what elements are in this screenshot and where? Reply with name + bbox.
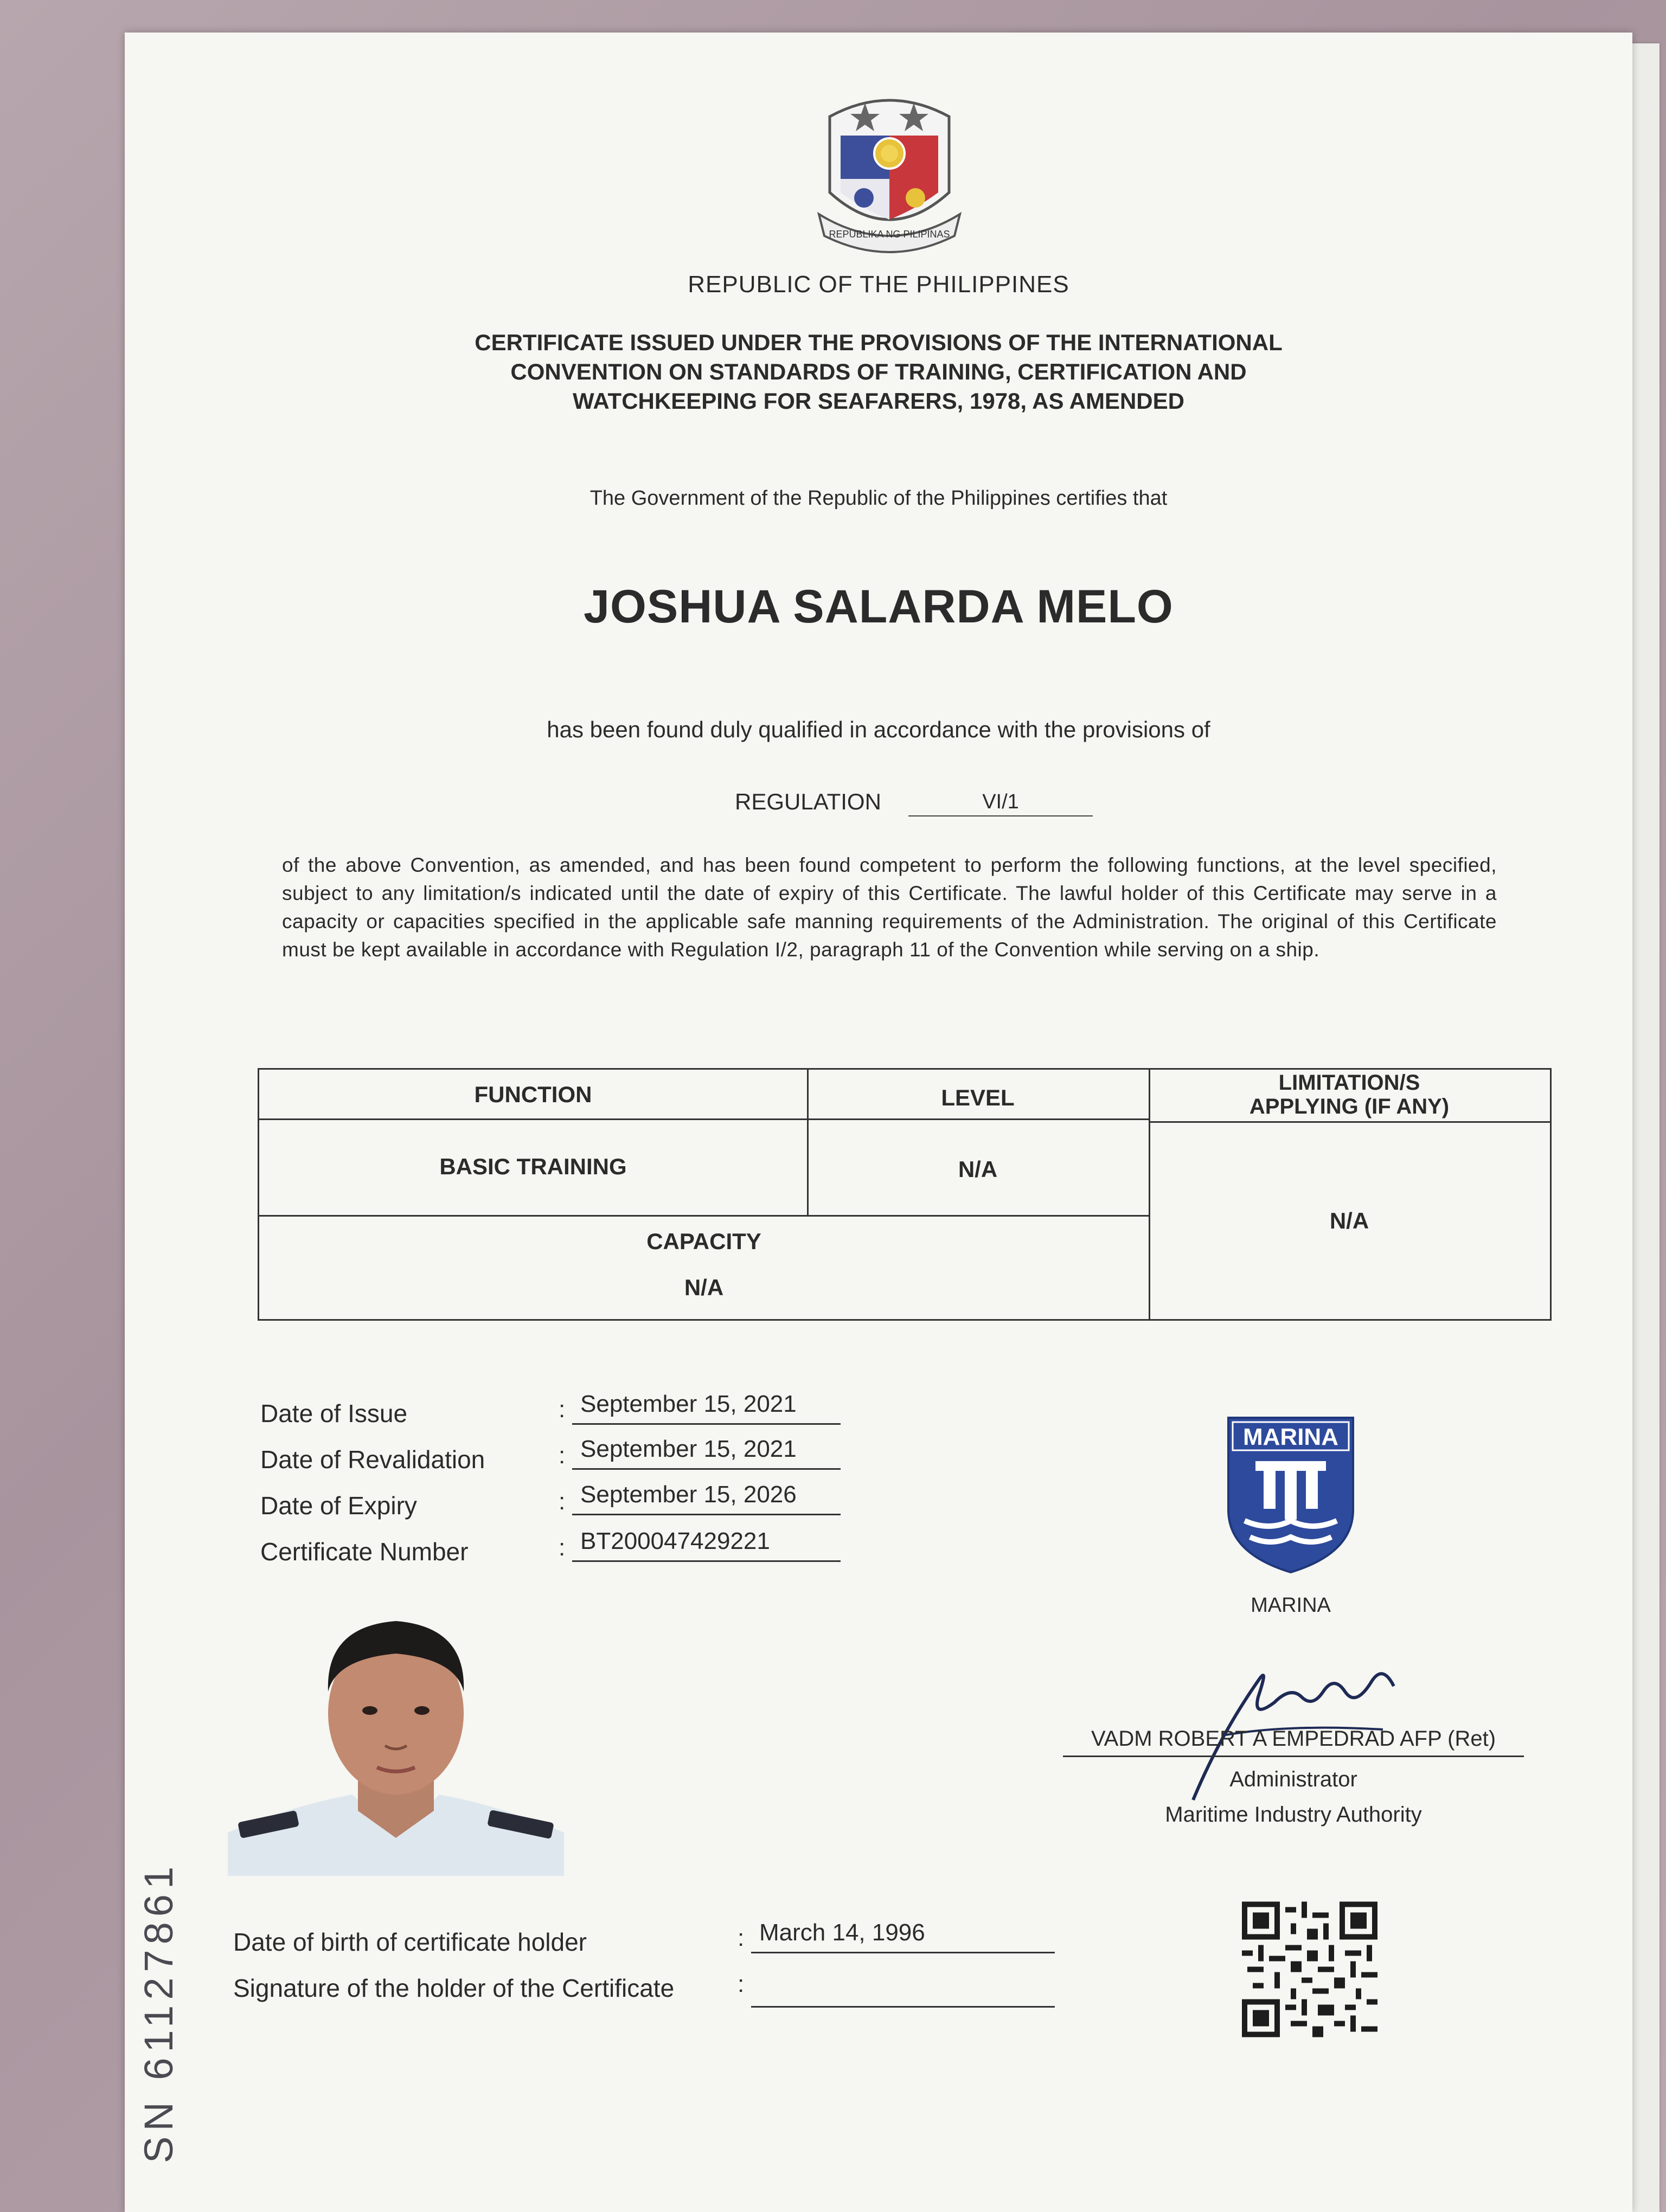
colon: : [738, 1925, 745, 1951]
dob-label: Date of birth of certificate holder [233, 1928, 587, 1956]
limitation-header-line: APPLYING (IF ANY) [1249, 1095, 1450, 1118]
regulation-label: REGULATION [735, 789, 881, 814]
convention-line: WATCHKEEPING FOR SEAFARERS, 1978, AS AMENDED [573, 388, 1184, 414]
function-header: FUNCTION [474, 1082, 592, 1107]
certifies-statement: The Government of the Republic of the Philippines certifies that [589, 487, 1168, 510]
holder-signature-label: Signature of the holder of the Certificate [233, 1974, 675, 2002]
svg-text:REPUBLIKA NG PILIPINAS: REPUBLIKA NG PILIPINAS [829, 229, 950, 240]
colon: : [559, 1488, 566, 1515]
expiry-label: Date of Expiry [260, 1491, 417, 1520]
level-value: N/A [958, 1156, 998, 1182]
function-value: BASIC TRAINING [439, 1154, 627, 1179]
signatory-name: VADM ROBERT A EMPEDRAD AFP (Ret) [1063, 1727, 1524, 1757]
colon: : [559, 1442, 566, 1469]
colon: : [559, 1396, 566, 1423]
convention-paragraph: of the above Convention, as amended, and has been found competent to perform the following functions, at the level specified, subject to any limitation/s indicated until the date of expiry of this Certificate. The lawful holder of this Certificate may serve in a capacity or capacities specified in the applicable safe manning requirements of the Administration. The original of this Certificate must be kept available in accordance with Regulation I/2, paragraph 11 of the Convention while serving on a ship. [282, 854, 1497, 961]
level-header: LEVEL [941, 1085, 1015, 1110]
holder-name: JOSHUA SALARDA MELO [584, 581, 1174, 633]
capacity-value: N/A [684, 1275, 724, 1300]
convention-line: CERTIFICATE ISSUED UNDER THE PROVISIONS OF THE INTERNATIONAL [475, 330, 1283, 355]
function-table [258, 1068, 1552, 1321]
convention-heading [125, 328, 1632, 416]
serial-number: SN 61127861 [136, 1861, 181, 2163]
convention-line: CONVENTION ON STANDARDS OF TRAINING, CERTIFICATION AND [510, 359, 1247, 384]
qualified-statement: has been found duly qualified in accordance with the provisions of [547, 717, 1210, 742]
marina-logo-icon [1223, 1412, 1359, 1575]
limitation-value: N/A [1329, 1208, 1369, 1233]
revalidation-value: September 15, 2021 [572, 1436, 841, 1470]
signatory-title: Administrator [1229, 1767, 1357, 1791]
holder-photo [228, 1583, 564, 1876]
expiry-value: September 15, 2026 [572, 1481, 841, 1515]
capacity-header: CAPACITY [646, 1229, 761, 1254]
colon: : [738, 1971, 745, 1997]
marina-caption: MARINA [1251, 1594, 1331, 1617]
coat-of-arms-icon [808, 84, 971, 263]
certificate-number-value: BT200047429221 [572, 1528, 841, 1562]
issue-label: Date of Issue [260, 1399, 408, 1427]
colon: : [559, 1534, 566, 1561]
issue-value: September 15, 2021 [572, 1391, 841, 1425]
limitation-header [1149, 1071, 1550, 1118]
issuing-organization: Maritime Industry Authority [1165, 1803, 1422, 1827]
qr-code-icon [1242, 1900, 1377, 2039]
holder-signature-line [751, 1973, 1055, 2008]
certificate-number-label: Certificate Number [260, 1538, 469, 1566]
limitation-header-line: LIMITATION/S [1278, 1071, 1420, 1095]
revalidation-label: Date of Revalidation [260, 1445, 485, 1474]
dob-value: March 14, 1996 [751, 1919, 1055, 1953]
certificate-page [125, 33, 1632, 2212]
marina-logo-text: MARINA [1243, 1424, 1338, 1450]
regulation-value: VI/1 [908, 790, 1093, 816]
country-heading: REPUBLIC OF THE PHILIPPINES [688, 271, 1069, 298]
